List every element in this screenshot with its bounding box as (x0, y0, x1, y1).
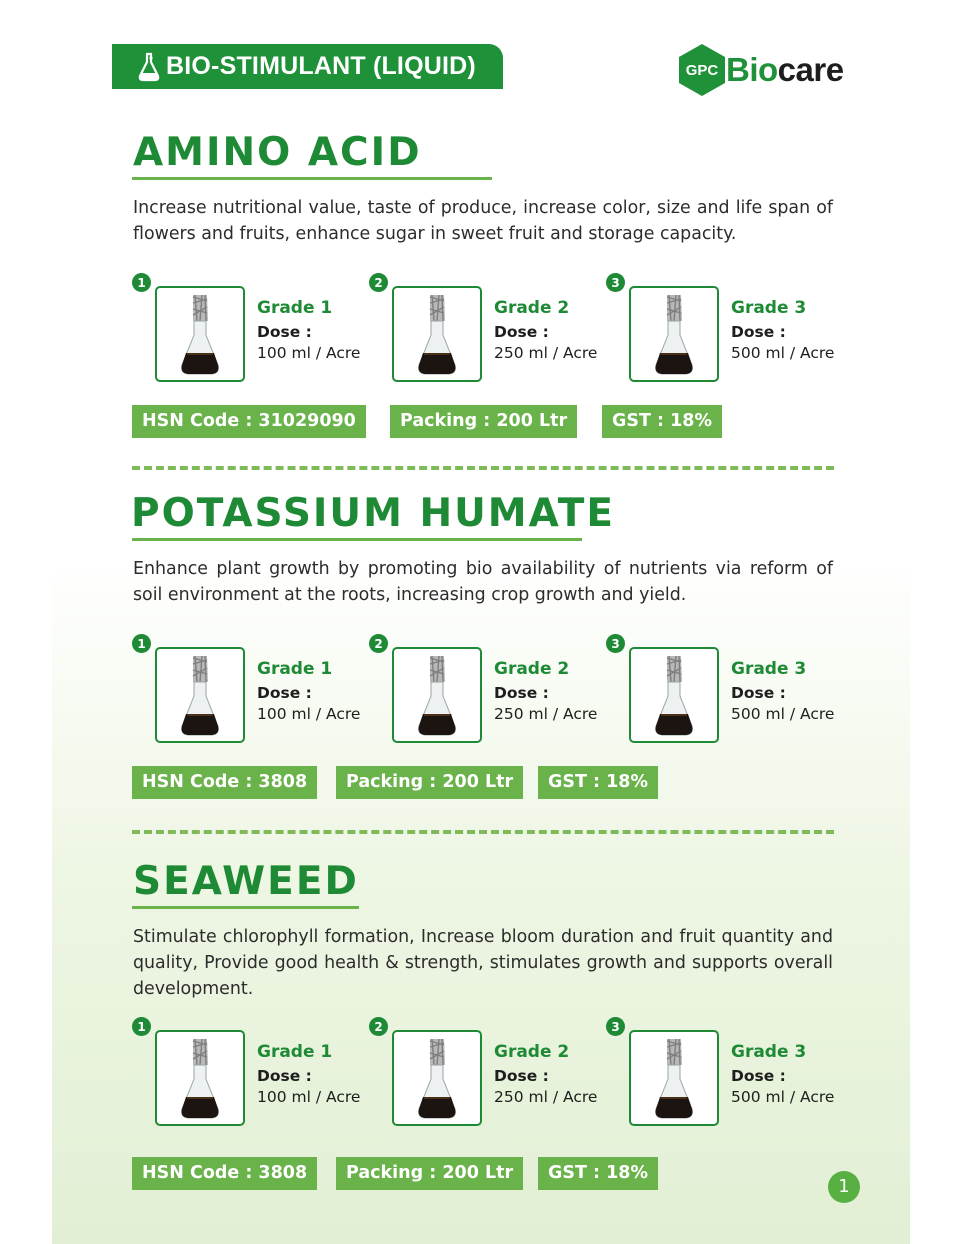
section-description: Stimulate chlorophyll formation, Increase bloom duration and fruit quantity and quality, Provide good health & strength, stimulates growth and supports overall development. (133, 927, 833, 999)
product-image (629, 647, 719, 743)
grade-number-badge: 1 (132, 1017, 151, 1036)
dose-label: Dose : (257, 684, 312, 702)
hsn-code-tag: HSN Code : 3808 (132, 766, 317, 799)
grade-card (369, 634, 599, 744)
grade-name: Grade 2 (494, 1042, 570, 1062)
packing-tag: Packing : 200 Ltr (390, 405, 577, 438)
section-divider (132, 830, 834, 834)
grade-card (369, 1017, 599, 1127)
section-divider (132, 466, 834, 470)
product-image (155, 647, 245, 743)
page-number-badge: 1 (828, 1171, 860, 1203)
dose-value: 500 ml / Acre (731, 1088, 835, 1106)
grade-card (369, 273, 599, 383)
section-title: POTASSIUM HUMATE (131, 491, 616, 536)
flask-bottle-icon (415, 652, 459, 738)
grade-card (132, 1017, 362, 1127)
dose-value: 100 ml / Acre (257, 344, 361, 362)
grade-name: Grade 2 (494, 659, 570, 679)
banner-label: BIO-STIMULANT (LIQUID) (166, 52, 476, 80)
hexagon-logo-icon (677, 43, 727, 97)
grade-name: Grade 3 (731, 659, 807, 679)
grade-card (606, 273, 836, 383)
dose-label: Dose : (731, 684, 786, 702)
dose-label: Dose : (257, 323, 312, 341)
dose-label: Dose : (494, 1067, 549, 1085)
dose-value: 500 ml / Acre (731, 705, 835, 723)
gst-tag: GST : 18% (538, 1157, 658, 1190)
hsn-code-tag: HSN Code : 3808 (132, 1157, 317, 1190)
section-title: SEAWEED (133, 859, 359, 904)
grade-card (132, 273, 362, 383)
flask-bottle-icon (415, 1035, 459, 1121)
grade-card (606, 634, 836, 744)
dose-value: 500 ml / Acre (731, 344, 835, 362)
title-underline (132, 538, 582, 541)
flask-bottle-icon (652, 291, 696, 377)
dose-value: 250 ml / Acre (494, 1088, 598, 1106)
logo-brand-green: Bio (726, 51, 778, 88)
grade-number-badge: 3 (606, 273, 625, 292)
dose-value: 100 ml / Acre (257, 1088, 361, 1106)
section-description: Increase nutritional value, taste of produce, increase color, size and life span of flowers and fruits, enhance sugar in sweet fruit and storage capacity. (133, 198, 833, 244)
logo-brand (726, 51, 844, 89)
grade-number-badge: 2 (369, 1017, 388, 1036)
flask-bottle-icon (652, 1035, 696, 1121)
grade-name: Grade 1 (257, 298, 333, 318)
dose-label: Dose : (257, 1067, 312, 1085)
gst-tag: GST : 18% (538, 766, 658, 799)
product-image (392, 647, 482, 743)
category-banner (112, 44, 503, 89)
grade-number-badge: 3 (606, 634, 625, 653)
product-image (629, 1030, 719, 1126)
brand-logo (677, 42, 857, 98)
grade-name: Grade 3 (731, 1042, 807, 1062)
dose-label: Dose : (731, 323, 786, 341)
logo-brand-dark: care (777, 51, 844, 88)
title-underline (132, 177, 492, 180)
grade-card (132, 634, 362, 744)
product-image (629, 286, 719, 382)
product-image (155, 1030, 245, 1126)
product-image (392, 1030, 482, 1126)
hsn-code-tag: HSN Code : 31029090 (132, 405, 366, 438)
packing-tag: Packing : 200 Ltr (336, 1157, 523, 1190)
dose-value: 250 ml / Acre (494, 344, 598, 362)
product-image (155, 286, 245, 382)
dose-value: 250 ml / Acre (494, 705, 598, 723)
flask-bottle-icon (178, 652, 222, 738)
grade-name: Grade 2 (494, 298, 570, 318)
flask-icon (136, 51, 162, 83)
flask-bottle-icon (652, 652, 696, 738)
grade-number-badge: 2 (369, 273, 388, 292)
grade-name: Grade 1 (257, 1042, 333, 1062)
grade-number-badge: 3 (606, 1017, 625, 1036)
grade-number-badge: 2 (369, 634, 388, 653)
product-image (392, 286, 482, 382)
grade-name: Grade 1 (257, 659, 333, 679)
flask-bottle-icon (178, 291, 222, 377)
grade-card (606, 1017, 836, 1127)
section-description: Enhance plant growth by promoting bio availability of nutrients via reform of soil environment at the roots, increasing crop growth and yield. (133, 559, 833, 605)
dose-value: 100 ml / Acre (257, 705, 361, 723)
grade-number-badge: 1 (132, 273, 151, 292)
flask-bottle-icon (178, 1035, 222, 1121)
flask-bottle-icon (415, 291, 459, 377)
gst-tag: GST : 18% (602, 405, 722, 438)
dose-label: Dose : (731, 1067, 786, 1085)
title-underline (132, 906, 359, 909)
packing-tag: Packing : 200 Ltr (336, 766, 523, 799)
logo-mark: GPC (685, 62, 719, 79)
grade-number-badge: 1 (132, 634, 151, 653)
section-title: AMINO ACID (133, 130, 422, 175)
grade-name: Grade 3 (731, 298, 807, 318)
dose-label: Dose : (494, 684, 549, 702)
dose-label: Dose : (494, 323, 549, 341)
